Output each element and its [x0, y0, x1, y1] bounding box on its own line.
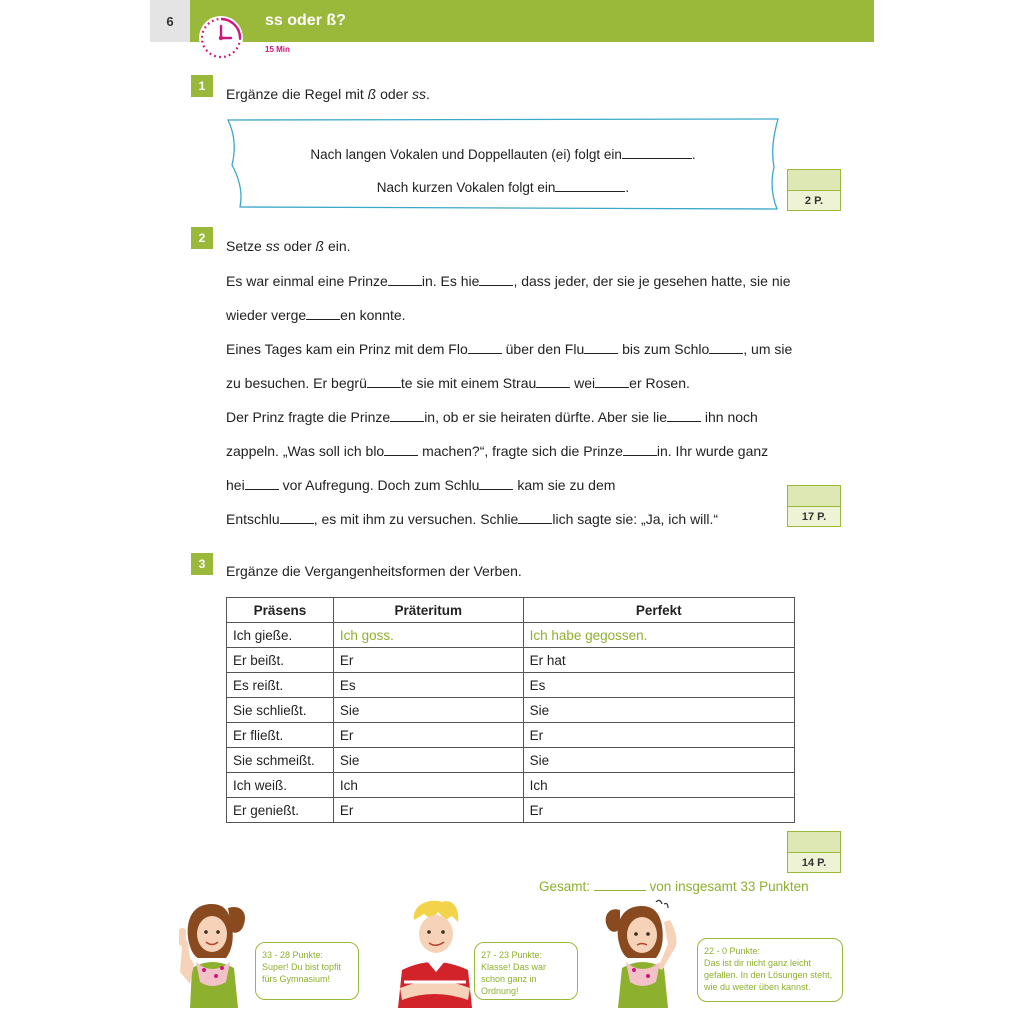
story-line: Entschlu , es mit ihm zu versuchen. Schlie lich sagte sie: „Ja, ich will.“ [226, 511, 719, 527]
answer-cell[interactable]: Ich [333, 773, 523, 798]
score-input[interactable] [788, 486, 840, 507]
present-cell: Ich gieße. [227, 623, 334, 648]
story-line: zappeln. „Was soll ich blo machen?“, fragte sich die Prinze in. Ihr wurde ganz [226, 443, 769, 459]
story-line: Es war einmal eine Prinze in. Es hie , dass jeder, der sie je gesehen hatte, sie nie [226, 273, 791, 289]
table-row [227, 698, 795, 723]
answer-blank[interactable] [306, 307, 340, 320]
feedback-text: Super! Du bist topfit fürs Gymnasium! [262, 962, 342, 984]
task-2-instruction: Setze ss oder ß ein. [226, 238, 351, 254]
score-box-task-1 [787, 169, 841, 211]
score-input[interactable] [788, 170, 840, 191]
table-row [227, 798, 795, 823]
answer-blank[interactable] [388, 273, 422, 286]
feedback-bubble-low [697, 938, 843, 1002]
feedback-range: 33 - 28 Punkte: [262, 950, 324, 960]
example-answer-cell: Ich goss. [333, 623, 523, 648]
answer-cell[interactable]: Er [333, 723, 523, 748]
total-score-blank[interactable] [594, 880, 646, 891]
table-row [227, 723, 795, 748]
present-cell: Er genießt. [227, 798, 334, 823]
answer-cell[interactable]: Sie [523, 698, 794, 723]
feedback-text: Das ist dir nicht ganz leicht gefallen. In den Lösungen steht, wie du weiter üben kannst. [704, 958, 833, 992]
rule-line-1: Nach langen Vokalen und Doppellauten (ei) folgt ein . [310, 147, 696, 162]
answer-blank[interactable] [536, 375, 570, 388]
table-row [227, 648, 795, 673]
present-cell: Er fließt. [227, 723, 334, 748]
present-cell: Sie schließt. [227, 698, 334, 723]
answer-blank[interactable] [667, 409, 701, 422]
score-box-task-3 [787, 831, 841, 873]
answer-blank[interactable] [245, 477, 279, 490]
answer-blank[interactable] [709, 341, 743, 354]
present-cell: Ich weiß. [227, 773, 334, 798]
column-header: Perfekt [523, 598, 794, 623]
answer-blank[interactable] [622, 146, 692, 159]
task-1-instruction: Ergänze die Regel mit ß oder ss. [226, 86, 430, 102]
answer-cell[interactable]: Er [333, 798, 523, 823]
answer-blank[interactable] [390, 409, 424, 422]
clock-icon [197, 14, 245, 62]
feedback-range: 27 - 23 Punkte: [481, 950, 543, 960]
column-header: Präteritum [333, 598, 523, 623]
answer-blank[interactable] [479, 477, 513, 490]
task-1-number: 1 [191, 75, 213, 97]
story-line: Der Prinz fragte die Prinze in, ob er sie heiraten dürfte. Aber sie lie ihn noch [226, 409, 758, 425]
rule-line-2: Nach kurzen Vokalen folgt ein . [376, 180, 630, 195]
task-3-instruction: Ergänze die Vergangenheitsformen der Verben. [226, 563, 522, 579]
answer-cell[interactable]: Er hat [523, 648, 794, 673]
story-line: zu besuchen. Er begrü te sie mit einem Strau wei er Rosen. [226, 375, 690, 391]
task-3-number: 3 [191, 553, 213, 575]
answer-blank[interactable] [479, 273, 513, 286]
present-cell: Er beißt. [227, 648, 334, 673]
answer-blank[interactable] [280, 511, 314, 524]
feedback-range: 22 - 0 Punkte: [704, 946, 761, 956]
answer-blank[interactable] [555, 179, 625, 192]
answer-cell[interactable]: Sie [333, 748, 523, 773]
answer-cell[interactable]: Sie [523, 748, 794, 773]
table-row [227, 673, 795, 698]
answer-cell[interactable]: Ich [523, 773, 794, 798]
story-line: hei vor Aufregung. Doch zum Schlu kam sie zu dem [226, 477, 616, 493]
feedback-bubble-high [255, 942, 359, 1000]
score-box-task-2 [787, 485, 841, 527]
score-max: 17 P. [788, 507, 840, 526]
table-header-row [227, 598, 795, 623]
answer-blank[interactable] [595, 375, 629, 388]
answer-cell[interactable]: Er [333, 648, 523, 673]
girl-thumbs-up-illustration [168, 898, 258, 1008]
score-max: 14 P. [788, 853, 840, 872]
present-cell: Es reißt. [227, 673, 334, 698]
task-2-number: 2 [191, 227, 213, 249]
answer-blank[interactable] [623, 443, 657, 456]
table-row [227, 623, 795, 648]
boy-arms-crossed-illustration [392, 898, 476, 1008]
rule-box [226, 117, 780, 211]
verb-table [226, 597, 795, 823]
girl-thinking-illustration [598, 898, 692, 1008]
answer-blank[interactable] [468, 341, 502, 354]
table-row [227, 773, 795, 798]
answer-cell[interactable]: Er [523, 798, 794, 823]
answer-cell[interactable]: Sie [333, 698, 523, 723]
example-answer-cell: Ich habe gegossen. [523, 623, 794, 648]
score-input[interactable] [788, 832, 840, 853]
story-line: wieder verge en konnte. [226, 307, 406, 323]
answer-blank[interactable] [518, 511, 552, 524]
feedback-bubble-medium [474, 942, 578, 1000]
page-number: 6 [150, 0, 190, 42]
score-max: 2 P. [788, 191, 840, 210]
answer-blank[interactable] [367, 375, 401, 388]
total-score: Gesamt: von insgesamt 33 Punkten [539, 879, 809, 894]
answer-cell[interactable]: Es [523, 673, 794, 698]
answer-blank[interactable] [384, 443, 418, 456]
column-header: Präsens [227, 598, 334, 623]
table-row [227, 748, 795, 773]
answer-cell[interactable]: Es [333, 673, 523, 698]
story-line: Eines Tages kam ein Prinz mit dem Flo über den Flu bis zum Schlo , um sie [226, 341, 793, 357]
answer-cell[interactable]: Er [523, 723, 794, 748]
page-title: ss oder ß? [265, 12, 346, 29]
time-label: 15 Min [265, 45, 290, 54]
present-cell: Sie schmeißt. [227, 748, 334, 773]
feedback-text: Klasse! Das war schon ganz in Ordnung! [481, 962, 547, 996]
answer-blank[interactable] [584, 341, 618, 354]
